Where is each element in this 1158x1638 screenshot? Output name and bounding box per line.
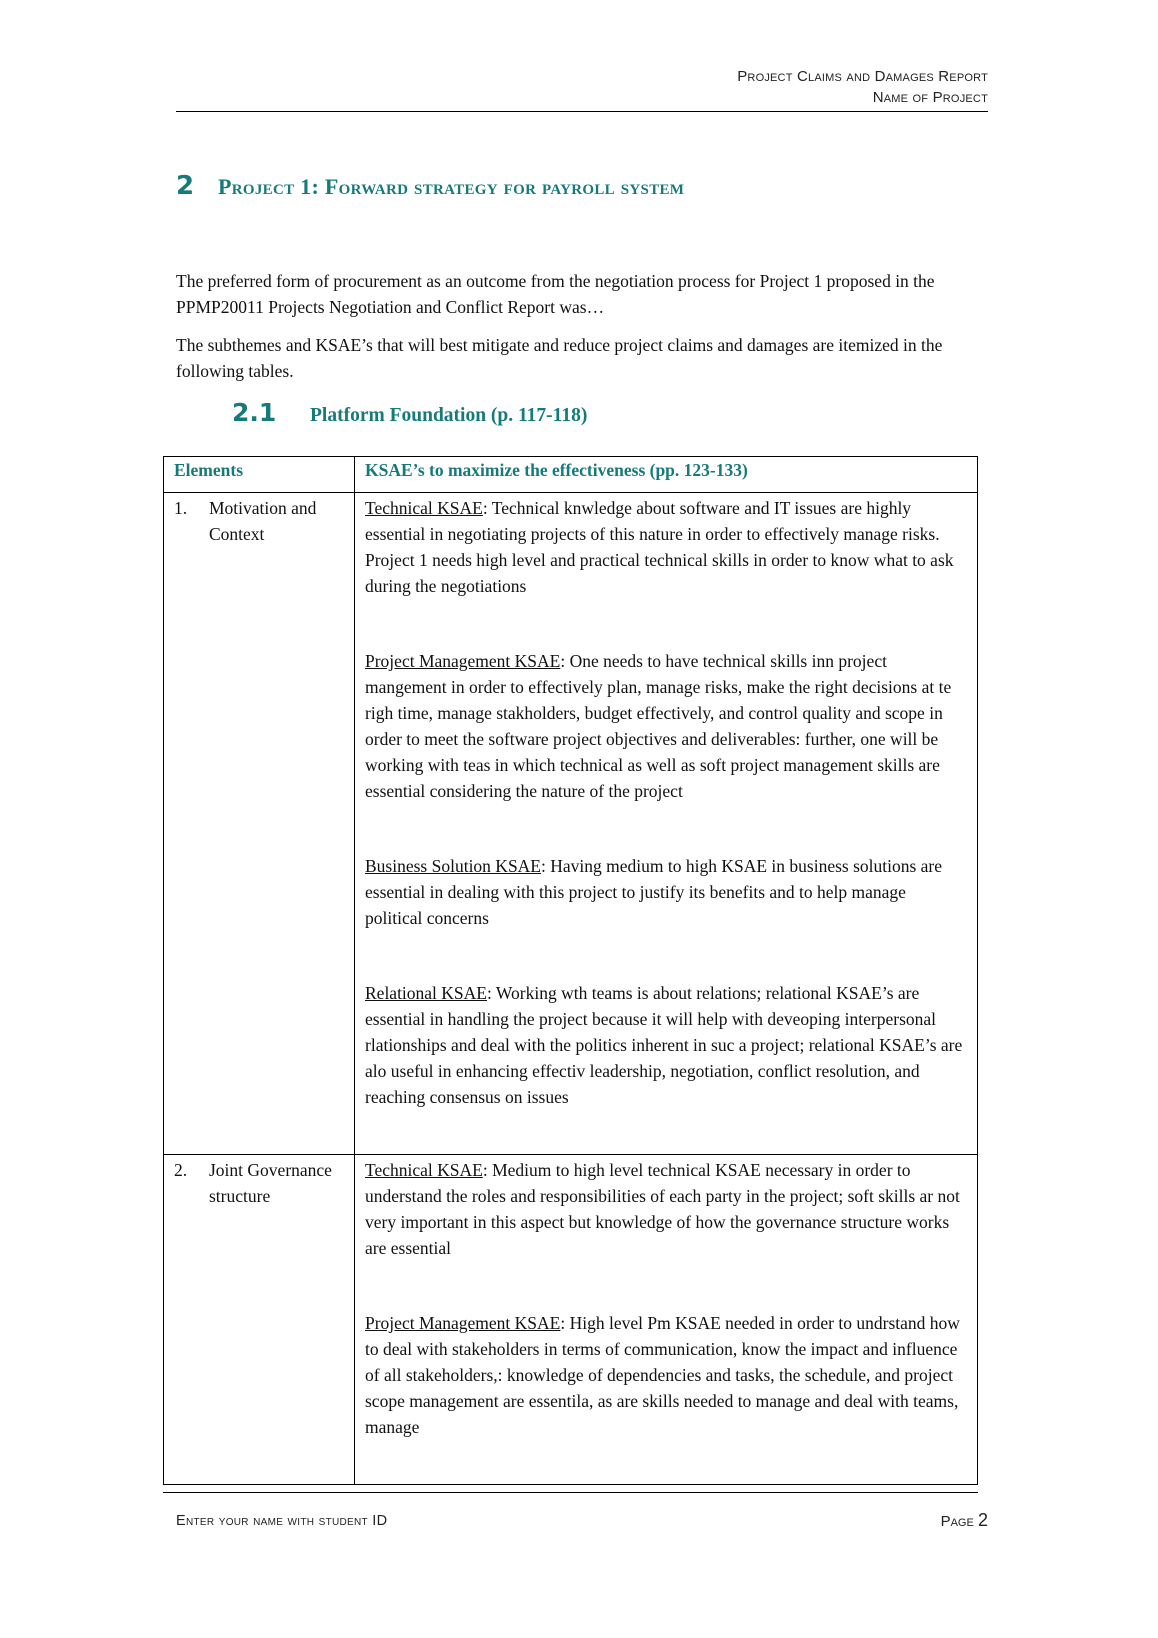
ksae-title: Project Management KSAE [365, 651, 561, 671]
header-divider [176, 111, 988, 112]
ksae-item [365, 648, 967, 804]
footer-page [941, 1510, 988, 1531]
page-number: 2 [977, 1510, 988, 1530]
intro-paragraph: The preferred form of procurement as an outcome from the negotiation process for Project 1 proposed in the PPMP20011 Projects Negotiation and Conflict Report was… [176, 271, 935, 317]
subthemes-paragraph: The subthemes and KSAE’s that will best mitigate and reduce project claims and damages are itemized in the following tables. [176, 335, 943, 381]
ksae-text: : Having medium to high KSAE in business solutions are essential in dealing with this project to justify its benefits and to help manage political concerns [365, 856, 943, 928]
element-number: 1. [174, 498, 188, 518]
ksae-table [163, 456, 978, 1485]
footer-student-id: Enter your name with student ID [176, 1513, 388, 1529]
page-label: Page [940, 1513, 974, 1530]
project-name: Name of Project [872, 89, 988, 106]
ksae-text: : Working wth teams is about relations; relational KSAE’s are essential in handling the project because it will help with deveoping interpersonal rlationships and deal with the politics inherent in suc a project; relational KSAE’s are alo useful in enhancing effectiv leadership, negotiation, conflict resolution, and reaching consensus on issues [365, 983, 963, 1107]
ksae-cell [355, 1155, 978, 1485]
element-name: Motivation and Context [209, 498, 317, 544]
ksae-text: : Medium to high level technical KSAE necessary in order to understand the roles and responsibilities of each party in the project; soft skills ar not very important in this aspect but knowledge of how the governance structure works are essential [365, 1160, 960, 1258]
section-title: Project 1: Forward strategy for payroll system [218, 174, 685, 199]
element-name: Joint Governance structure [209, 1160, 332, 1206]
ksae-title: Technical KSAE [365, 498, 483, 518]
ksae-item [365, 1157, 967, 1261]
report-title: Project Claims and Damages Report [737, 68, 988, 85]
column-header-ksaes: KSAE’s to maximize the effectiveness (pp. 123-133) [355, 457, 978, 493]
ksae-title: Business Solution KSAE [365, 856, 541, 876]
element-number: 2. [174, 1160, 188, 1180]
table-row [164, 1155, 978, 1485]
element-cell [164, 493, 355, 1155]
ksae-text: : High level Pm KSAE needed in order to undrstand how to deal with stakeholders in terms of communication, know the impact and influence of all stakeholders,: knowledge of dependencies and tasks, the schedule, and project scope management are essentila, as are skills needed to manage and deal with teams, manage [365, 1313, 960, 1437]
ksae-title: Project Management KSAE [365, 1313, 561, 1333]
section-number: 2 [176, 171, 195, 201]
table-header-row [164, 457, 978, 493]
ksae-item [365, 980, 967, 1110]
column-header-elements: Elements [164, 457, 355, 493]
ksae-title: Relational KSAE [365, 983, 487, 1003]
subsection-heading [232, 398, 587, 427]
ksae-cell [355, 493, 978, 1155]
subsection-number: 2.1 [232, 398, 277, 427]
page-header [176, 66, 988, 108]
ksae-text: : One needs to have technical skills inn project mangement in order to effectively plan, manage risks, make the right decisions at te righ time, manage stakholders, budget effectively, and control quality and scope in order to meet the software project objectives and deliverables: further, one will be working with teas in which technical as well as soft project management skills are essential considering the nature of the project [365, 651, 952, 801]
ksae-item [365, 495, 967, 599]
subsection-title: Platform Foundation (p. 117-118) [310, 405, 588, 426]
section-heading [176, 171, 988, 201]
ksae-item [365, 1310, 967, 1440]
ksae-table-container [163, 456, 978, 1493]
ksae-text: : Technical knwledge about software and IT issues are highly essential in negotiating projects of this nature in order to effectively manage risks. Project 1 needs high level and practical technical skills in order to know what to ask during the negotiations [365, 498, 954, 596]
element-cell [164, 1155, 355, 1485]
ksae-item [365, 853, 967, 931]
table-row [164, 493, 978, 1155]
ksae-title: Technical KSAE [365, 1160, 483, 1180]
